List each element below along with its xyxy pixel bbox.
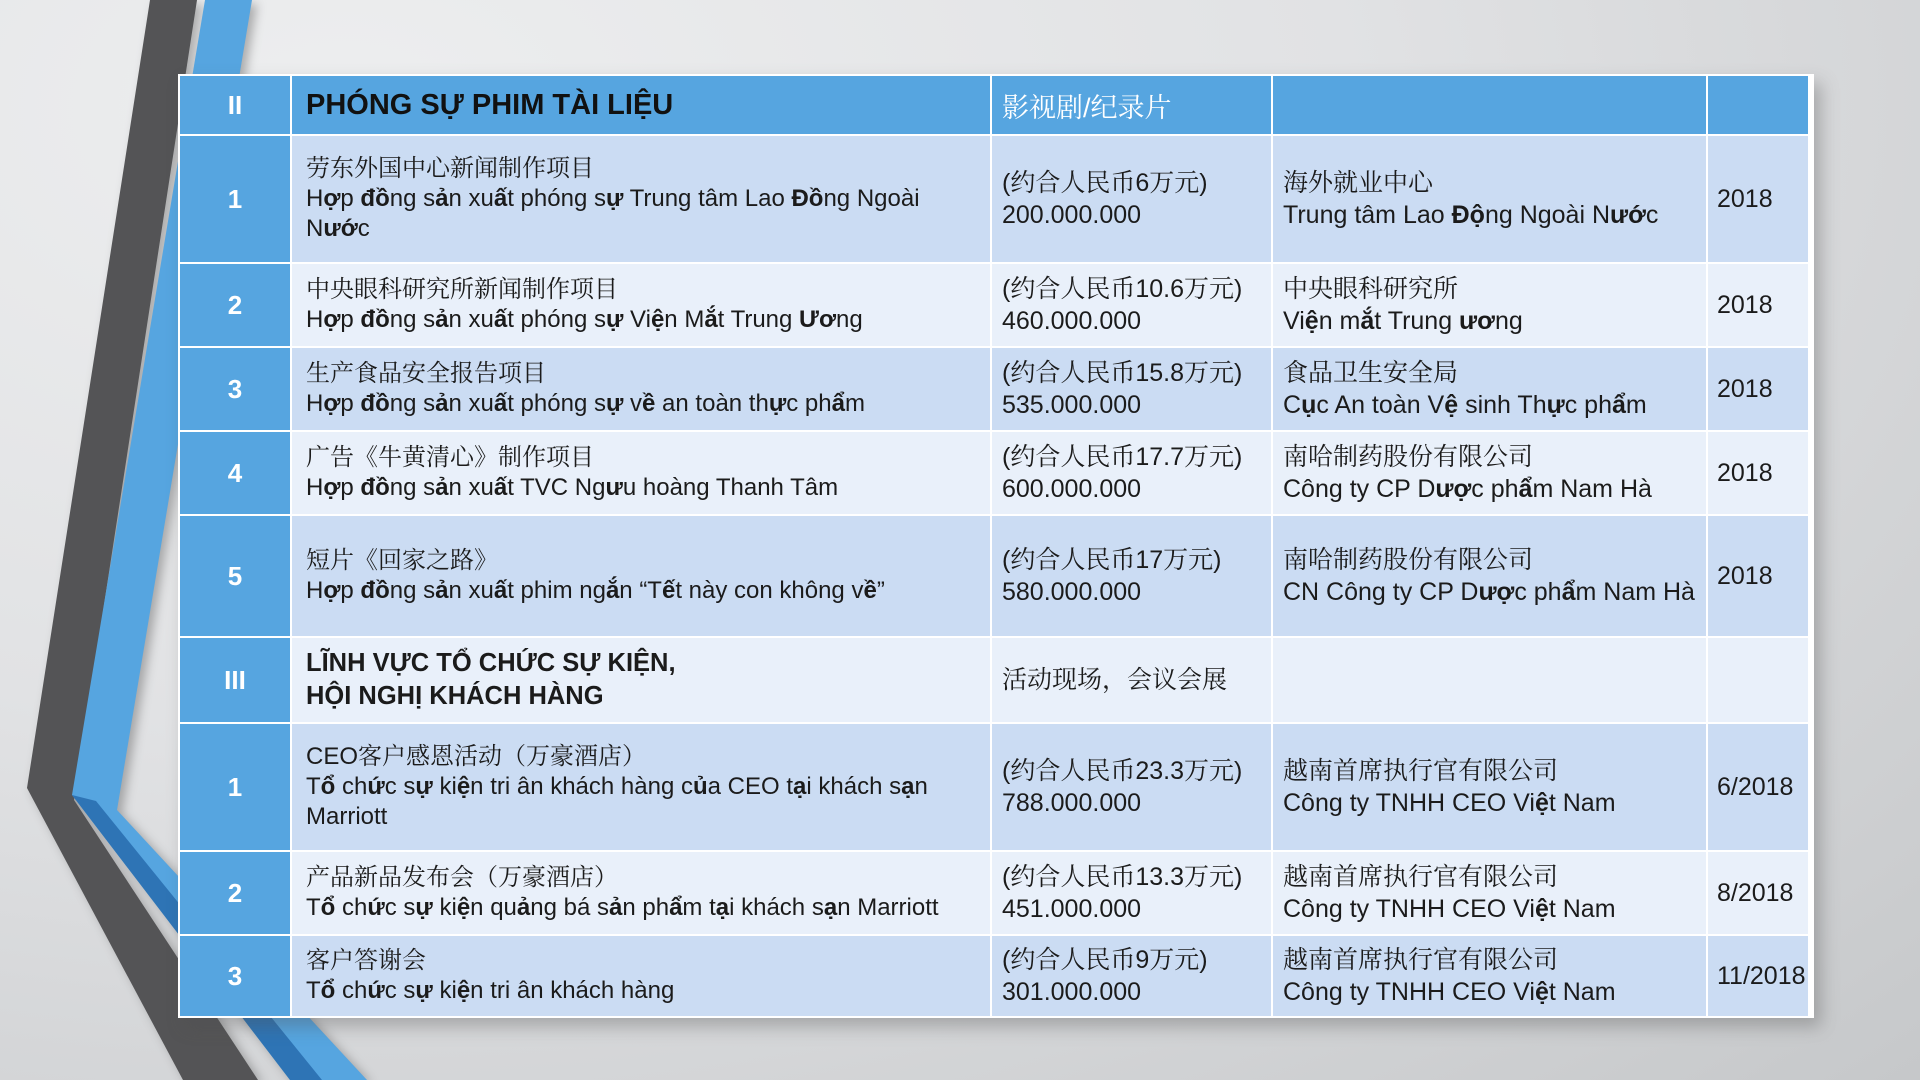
date-cell: 11/2018: [1708, 936, 1808, 1016]
client-line: CN Công ty CP Dược phẩm Nam Hà: [1283, 578, 1695, 606]
amount-line: (约合人民币6万元): [1002, 168, 1208, 197]
date-cell: 2018: [1708, 264, 1808, 346]
description-line: 生产食品安全报告项目: [306, 359, 546, 387]
row-number: 3: [180, 348, 290, 430]
client-cell: [1273, 516, 1706, 636]
amount-line: (约合人民币10.6万元): [1002, 274, 1243, 303]
header-section-title: PHÓNG SỰ PHIM TÀI LIỆU: [292, 76, 990, 134]
projects-table: [178, 74, 1814, 1018]
amount-line: (约合人民币9万元): [1002, 945, 1208, 974]
client-cell: [1273, 936, 1706, 1016]
amount-line: (约合人民币17.7万元): [1002, 442, 1243, 471]
contract-value-cell: [992, 264, 1271, 346]
project-description-cell: [292, 852, 990, 934]
project-description-cell: [292, 724, 990, 850]
description-line: HỘI NGHỊ KHÁCH HÀNG: [306, 682, 604, 710]
project-description-cell: [292, 264, 990, 346]
amount-line: (约合人民币15.8万元): [1002, 358, 1243, 387]
description-line: Tổ chức sự kiện quảng bá sản phẩm tại khách sạn Marriott: [306, 894, 939, 921]
contract-value-cell: [992, 348, 1271, 430]
client-cell: [1273, 136, 1706, 262]
description-line: Tổ chức sự kiện tri ân khách hàng của CEO tại khách sạn Marriott: [306, 772, 928, 831]
row-number: 5: [180, 516, 290, 636]
contract-value-cell: [992, 638, 1271, 722]
date-cell: 2018: [1708, 136, 1808, 262]
date-cell: 8/2018: [1708, 852, 1808, 934]
client-line: 南哈制药股份有限公司: [1283, 545, 1534, 574]
amount-line: 460.000.000: [1002, 307, 1142, 335]
contract-value-cell: [992, 516, 1271, 636]
contract-value-cell: [992, 136, 1271, 262]
description-line: Hợp đồng sản xuất phóng sự về an toàn thực phẩm: [306, 390, 865, 417]
amount-line: (约合人民币13.3万元): [1002, 862, 1243, 891]
client-cell: [1273, 432, 1706, 514]
date-cell: 6/2018: [1708, 724, 1808, 850]
client-line: 越南首席执行官有限公司: [1283, 945, 1559, 974]
description-line: 产品新品发布会（万豪酒店）: [306, 863, 618, 891]
client-line: Công ty CP Dược phẩm Nam Hà: [1283, 475, 1652, 503]
row-number: 2: [180, 852, 290, 934]
contract-value-cell: [992, 432, 1271, 514]
description-line: Hợp đồng sản xuất phim ngắn “Tết này con không về”: [306, 577, 885, 604]
row-number: 1: [180, 724, 290, 850]
client-line: Viện mắt Trung ương: [1283, 307, 1523, 335]
project-description-cell: [292, 516, 990, 636]
client-cell: [1273, 264, 1706, 346]
amount-line: 600.000.000: [1002, 475, 1142, 503]
client-line: 越南首席执行官有限公司: [1283, 756, 1559, 785]
project-description-cell: [292, 136, 990, 262]
client-line: Công ty TNHH CEO Việt Nam: [1283, 978, 1616, 1006]
project-description-cell: [292, 432, 990, 514]
description-line: Hợp đồng sản xuất TVC Ngưu hoàng Thanh Tâm: [306, 474, 839, 501]
description-line: 劳东外国中心新闻制作项目: [306, 154, 594, 182]
amount-line: 活动现场，会议会展: [1002, 665, 1228, 694]
client-line: Công ty TNHH CEO Việt Nam: [1283, 789, 1616, 817]
contract-value-cell: [992, 724, 1271, 850]
amount-line: (约合人民币23.3万元): [1002, 756, 1243, 785]
client-line: Công ty TNHH CEO Việt Nam: [1283, 895, 1616, 923]
client-line: 中央眼科研究所: [1283, 274, 1459, 303]
amount-line: 301.000.000: [1002, 978, 1142, 1006]
description-line: Hợp đồng sản xuất phóng sự Trung tâm Lao Đồng Ngoài Nước: [306, 184, 920, 243]
client-line: Trung tâm Lao Động Ngoài Nước: [1283, 201, 1659, 229]
description-line: 短片《回家之路》: [306, 546, 498, 574]
client-cell: [1273, 852, 1706, 934]
row-number: III: [180, 638, 290, 722]
description-line: Tổ chức sự kiện tri ân khách hàng: [306, 977, 675, 1004]
date-cell: 2018: [1708, 516, 1808, 636]
description-line: LĨNH VỰC TỔ CHỨC SỰ KIỆN,: [306, 648, 676, 677]
amount-line: 535.000.000: [1002, 391, 1142, 419]
row-number: 2: [180, 264, 290, 346]
contract-value-cell: [992, 852, 1271, 934]
row-number: 4: [180, 432, 290, 514]
date-cell: [1708, 638, 1808, 722]
header-client-column: [1273, 76, 1706, 134]
client-line: Cục An toàn Vệ sinh Thực phẩm: [1283, 391, 1647, 419]
description-line: CEO客户感恩活动（万豪酒店）: [306, 742, 647, 770]
client-cell: [1273, 724, 1706, 850]
project-description-cell: [292, 936, 990, 1016]
amount-line: 580.000.000: [1002, 578, 1142, 606]
project-description-cell: [292, 348, 990, 430]
date-cell: 2018: [1708, 348, 1808, 430]
description-line: 客户答谢会: [306, 946, 426, 974]
client-cell: [1273, 638, 1706, 722]
client-line: 南哈制药股份有限公司: [1283, 442, 1534, 471]
client-cell: [1273, 348, 1706, 430]
project-description-cell: [292, 638, 990, 722]
date-cell: 2018: [1708, 432, 1808, 514]
amount-line: 451.000.000: [1002, 895, 1142, 923]
description-line: 中央眼科研究所新闻制作项目: [306, 275, 618, 303]
description-line: Hợp đồng sản xuất phóng sự Viện Mắt Trung Ương: [306, 306, 863, 333]
header-category-label: 影视剧/纪录片: [992, 76, 1271, 134]
header-date-column: [1708, 76, 1808, 134]
contract-value-cell: [992, 936, 1271, 1016]
client-line: 食品卫生安全局: [1283, 358, 1459, 387]
amount-line: 200.000.000: [1002, 201, 1142, 229]
row-number: 1: [180, 136, 290, 262]
description-line: 广告《牛黄清心》制作项目: [306, 443, 594, 471]
row-number: 3: [180, 936, 290, 1016]
amount-line: 788.000.000: [1002, 789, 1142, 817]
client-line: 越南首席执行官有限公司: [1283, 862, 1559, 891]
amount-line: (约合人民币17万元): [1002, 545, 1222, 574]
client-line: 海外就业中心: [1283, 168, 1434, 197]
header-section-number: II: [180, 76, 290, 134]
